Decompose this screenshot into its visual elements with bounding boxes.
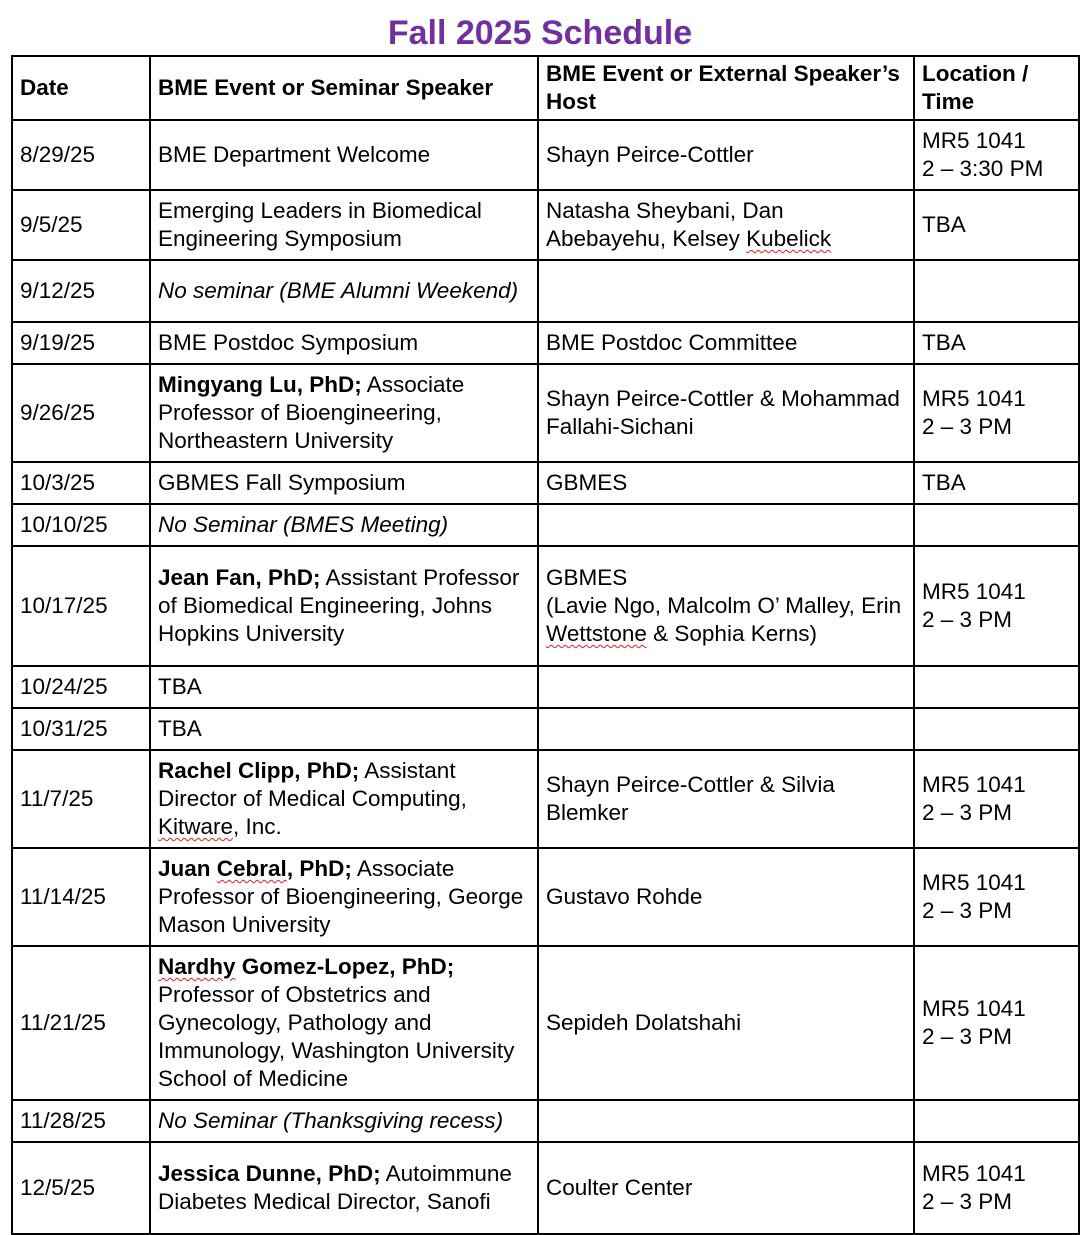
cell-location: [914, 666, 1079, 708]
cell-host: Shayn Peirce-Cottler: [538, 120, 914, 190]
cell-host: [538, 666, 914, 708]
cell-date: 11/14/25: [12, 848, 150, 946]
cell-event: No Seminar (Thanksgiving recess): [150, 1100, 538, 1142]
cell-event: Emerging Leaders in Biomedical Engineering Symposium: [150, 190, 538, 260]
table-row: [12, 1142, 1079, 1234]
table-row: [12, 708, 1079, 750]
cell-location: [914, 546, 1079, 666]
speaker-title: Associate Professor of Bioengineering, George Mason University: [158, 856, 524, 937]
host-text: Natasha Sheybani, Dan Abebayehu, Kelsey: [546, 198, 784, 251]
cell-host: [538, 546, 914, 666]
cell-date: 10/24/25: [12, 666, 150, 708]
location-time: 2 – 3 PM: [922, 1024, 1013, 1049]
speaker-title: , Inc.: [233, 814, 282, 839]
cell-location: [914, 260, 1079, 322]
cell-date: 9/19/25: [12, 322, 150, 364]
speaker-name: Juan: [158, 856, 217, 881]
cell-date: 10/3/25: [12, 462, 150, 504]
table-row: [12, 848, 1079, 946]
location-room: MR5 1041: [922, 128, 1026, 153]
speaker-title: Professor of Obstetrics and Gynecology, Pathology and Immunology, Washington University School of Medicine: [158, 982, 515, 1091]
speaker-name: , PhD;: [286, 856, 352, 881]
cell-event: BME Department Welcome: [150, 120, 538, 190]
cell-event: No Seminar (BMES Meeting): [150, 504, 538, 546]
speaker-title-misspelled: Kitware: [158, 814, 234, 839]
host-text-misspelled: Wettstone: [546, 621, 647, 646]
cell-host: Coulter Center: [538, 1142, 914, 1234]
cell-event: [150, 848, 538, 946]
cell-location: [914, 848, 1079, 946]
host-text-misspelled: Kubelick: [746, 226, 832, 251]
header-host: BME Event or External Speaker’s Host: [538, 56, 914, 120]
cell-host: Gustavo Rohde: [538, 848, 914, 946]
location-room: MR5 1041: [922, 1161, 1026, 1186]
speaker-title: Assistant Professor of Biomedical Engineering, Johns Hopkins University: [158, 565, 520, 646]
header-date: Date: [12, 56, 150, 120]
speaker-title: Autoimmune Diabetes Medical Director, Sanofi: [158, 1161, 512, 1214]
table-row: [12, 504, 1079, 546]
cell-date: 12/5/25: [12, 1142, 150, 1234]
table-row: [12, 1100, 1079, 1142]
cell-date: 9/5/25: [12, 190, 150, 260]
host-org: GBMES: [546, 565, 628, 590]
table-row: [12, 946, 1079, 1100]
cell-location: [914, 364, 1079, 462]
speaker-title: Associate Professor of Bioengineering, Northeastern University: [158, 372, 465, 453]
location-room: MR5 1041: [922, 386, 1026, 411]
table-row: [12, 364, 1079, 462]
table-row: [12, 120, 1079, 190]
cell-event: TBA: [150, 708, 538, 750]
cell-event: No seminar (BME Alumni Weekend): [150, 260, 538, 322]
cell-host: GBMES: [538, 462, 914, 504]
table-row: [12, 260, 1079, 322]
location-room: MR5 1041: [922, 996, 1026, 1021]
cell-host: BME Postdoc Committee: [538, 322, 914, 364]
cell-date: 9/12/25: [12, 260, 150, 322]
cell-event: TBA: [150, 666, 538, 708]
cell-location: [914, 708, 1079, 750]
location-time: 2 – 3 PM: [922, 607, 1013, 632]
page-title: Fall 2025 Schedule: [387, 14, 693, 52]
speaker-name: Gomez-Lopez, PhD;: [235, 954, 455, 979]
cell-location: [914, 946, 1079, 1100]
schedule-table: [11, 55, 1080, 1235]
cell-event: BME Postdoc Symposium: [150, 322, 538, 364]
cell-date: 11/7/25: [12, 750, 150, 848]
cell-event: [150, 946, 538, 1100]
cell-location: TBA: [914, 190, 1079, 260]
table-row: [12, 322, 1079, 364]
speaker-name-misspelled: Nardhy: [158, 954, 236, 979]
location-room: MR5 1041: [922, 579, 1026, 604]
cell-date: 11/21/25: [12, 946, 150, 1100]
location-room: MR5 1041: [922, 772, 1026, 797]
host-text: (Lavie Ngo, Malcolm O’ Malley, Erin: [546, 593, 902, 618]
cell-event: [150, 1142, 538, 1234]
speaker-name: Rachel Clipp, PhD;: [158, 758, 360, 783]
cell-event: [150, 364, 538, 462]
header-event: BME Event or Seminar Speaker: [150, 56, 538, 120]
location-time: 2 – 3 PM: [922, 800, 1013, 825]
table-row: [12, 546, 1079, 666]
speaker-name: Mingyang Lu, PhD;: [158, 372, 362, 397]
cell-date: 8/29/25: [12, 120, 150, 190]
table-row: [12, 190, 1079, 260]
speaker-name: Jessica Dunne, PhD;: [158, 1161, 381, 1186]
cell-host: [538, 708, 914, 750]
header-location: Location / Time: [914, 56, 1079, 120]
cell-host: [538, 1100, 914, 1142]
speaker-name-misspelled: Cebral: [216, 856, 287, 881]
cell-host: [538, 260, 914, 322]
header-row: [12, 56, 1079, 120]
cell-date: 9/26/25: [12, 364, 150, 462]
cell-host: Shayn Peirce-Cottler & Silvia Blemker: [538, 750, 914, 848]
cell-location: TBA: [914, 462, 1079, 504]
speaker-title: Assistant Director of Medical Computing,: [158, 758, 467, 811]
cell-location: [914, 1100, 1079, 1142]
cell-event: [150, 546, 538, 666]
cell-event: GBMES Fall Symposium: [150, 462, 538, 504]
location-time: 2 – 3 PM: [922, 414, 1013, 439]
cell-date: 10/10/25: [12, 504, 150, 546]
cell-host: [538, 504, 914, 546]
table-row: [12, 462, 1079, 504]
location-time: 2 – 3 PM: [922, 1189, 1013, 1214]
location-room: MR5 1041: [922, 870, 1026, 895]
cell-location: [914, 1142, 1079, 1234]
cell-event: [150, 750, 538, 848]
location-time: 2 – 3:30 PM: [922, 156, 1044, 181]
cell-host: [538, 190, 914, 260]
cell-location: [914, 750, 1079, 848]
table-row: [12, 666, 1079, 708]
cell-date: 11/28/25: [12, 1100, 150, 1142]
cell-location: [914, 120, 1079, 190]
location-time: 2 – 3 PM: [922, 898, 1013, 923]
cell-location: [914, 504, 1079, 546]
host-text: & Sophia Kerns): [646, 621, 817, 646]
cell-host: Shayn Peirce-Cottler & Mohammad Fallahi-Sichani: [538, 364, 914, 462]
table-row: [12, 750, 1079, 848]
cell-date: 10/17/25: [12, 546, 150, 666]
cell-location: TBA: [914, 322, 1079, 364]
speaker-name: Jean Fan, PhD;: [158, 565, 321, 590]
cell-host: Sepideh Dolatshahi: [538, 946, 914, 1100]
cell-date: 10/31/25: [12, 708, 150, 750]
